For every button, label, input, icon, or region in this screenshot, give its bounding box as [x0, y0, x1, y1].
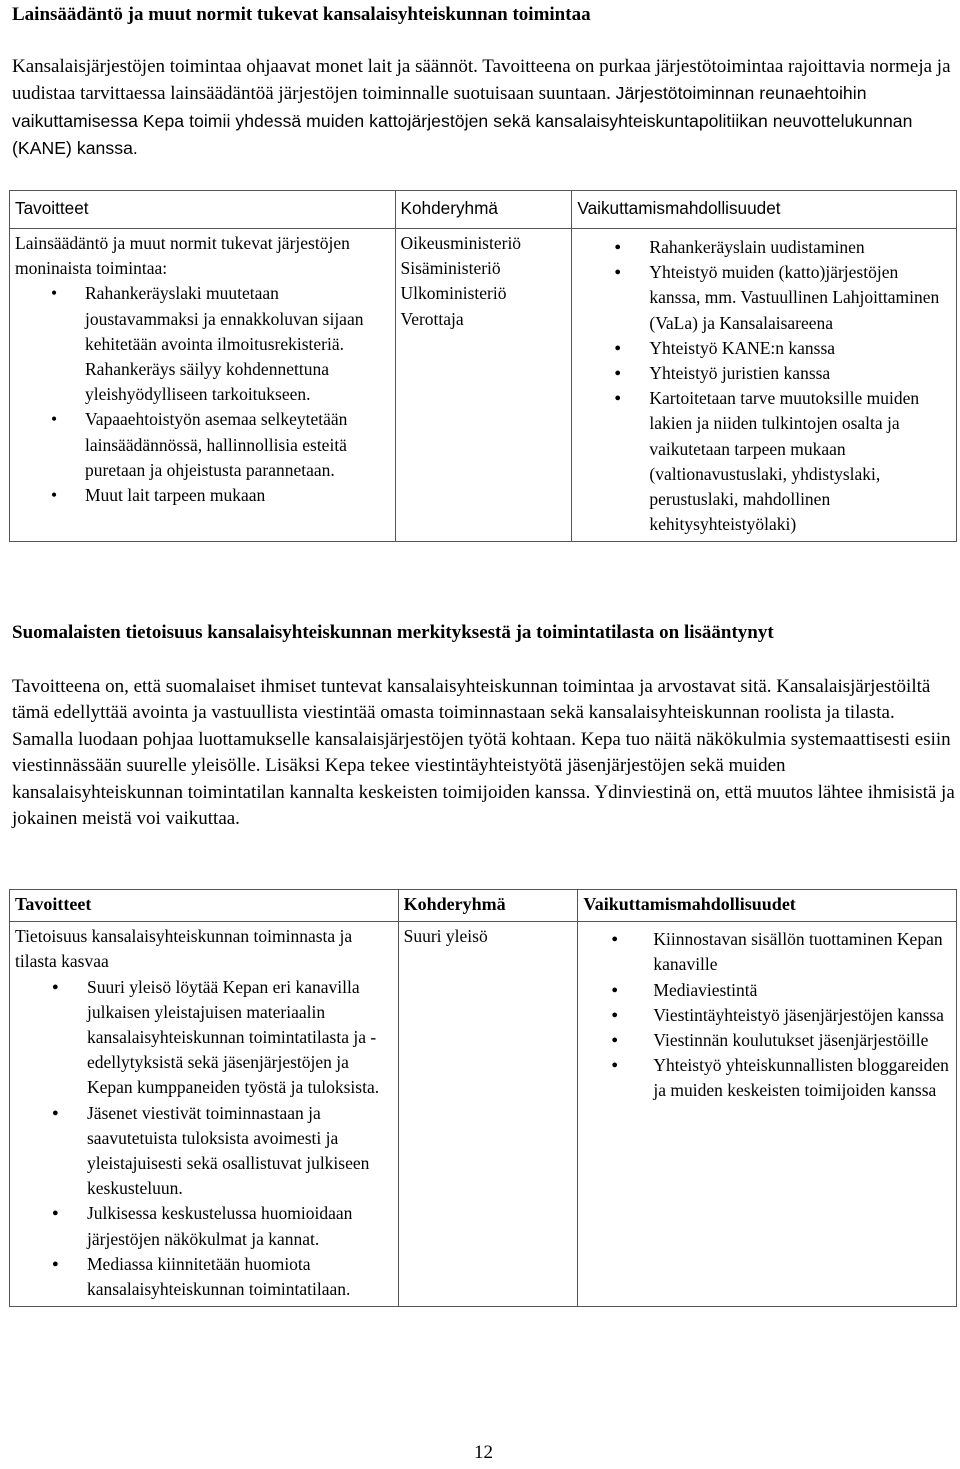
list-item: ● Viestinnän koulutukset jäsenjärjestöille	[583, 1028, 951, 1053]
goals-intro: Tietoisuus kansalaisyhteiskunnan toiminnasta ja tilasta kasvaa	[15, 926, 353, 972]
list-item: ● Jäsenet viestivät toiminnastaan ja saavutetuista tuloksista avoimesti ja yleistajuisesti sekä osallistuvat julkiseen keskusteluun.	[15, 1101, 393, 1202]
opportunities-list	[583, 927, 951, 1103]
intro-paragraph-part-b: Järjestötoiminnan reunaehtoihin vaikuttamisessa Kepa toimii yhdessä muiden kattojärjestöjen sekä kansalaisyhteiskuntapolitiikan neuvottelukunnan (KANE) kanssa.	[12, 83, 913, 159]
list-item: • Vapaaehtoistyön asemaa selkeytetään lainsäädännössä, hallinnollisia esteitä puretaan ja ohjeistusta parannetaan.	[15, 407, 390, 483]
legislation-goals-table	[9, 190, 957, 542]
list-item: ● Viestintäyhteistyö jäsenjärjestöjen kanssa	[583, 1003, 951, 1028]
list-item: ● Rahankeräyslain uudistaminen	[577, 235, 951, 260]
section-intro-awareness: Tavoitteena on, että suomalaiset ihmiset tuntevat kansalaisyhteiskunnan toimintaa ja arvostavat sitä. Kansalaisjärjestöiltä tämä edellyttää avointa ja vastuullista viestintää omasta toiminnastaan sekä kansalaisyhteiskunnan roolista ja tilasta. Samalla luodaan pohjaa luottamukselle kansalaisjärjestöjen työtä kohtaan. Kepa tuo näitä näkökulmia systemaattisesti esiin viestinnässään suurelle yleisölle. Lisäksi Kepa tekee viestintäyhteistyötä jäsenjärjestöjen sekä muiden kansalaisyhteiskunnan toimintatilan kannalta keskeisten toimijoiden kanssa. Ydinviestinä on, että muutos lähtee ihmisistä ja jokainen meistä voi vaikuttaa.	[12, 676, 955, 830]
header-target-group: Kohderyhmä	[398, 890, 578, 922]
header-target-group: Kohderyhmä	[395, 191, 572, 229]
target-group: Verottaja	[400, 308, 464, 329]
list-item: ● Yhteistyö yhteiskunnallisten bloggareiden ja muiden keskeisten toimijoiden kanssa	[583, 1053, 951, 1103]
table-row	[10, 229, 957, 542]
goals-intro: Lainsäädäntö ja muut normit tukevat järjestöjen moninaista toimintaa:	[15, 233, 350, 279]
goals-cell	[10, 922, 399, 1307]
goals-list	[15, 975, 393, 1303]
list-item: ● Kiinnostavan sisällön tuottaminen Kepan kanaville	[583, 927, 951, 977]
intro-paragraph-part-a: Kansalaisjärjestöjen toimintaa ohjaavat monet lait ja säännöt. Tavoitteena on purkaa järjestötoimintaa rajoittavia normeja ja uudistaa tarvittaessa lainsäädäntöä järjestöjen toiminnalle suotuisaan suuntaan.	[12, 56, 951, 105]
section-heading-legislation: Lainsäädäntö ja muut normit tukevat kansalaisyhteiskunnan toimintaa	[12, 4, 591, 25]
goals-list	[15, 281, 390, 508]
list-item: • Rahankeräyslaki muutetaan joustavammaksi ja ennakkoluvan sijaan kehitetään avointa ilmoitusrekisteriä. Rahankeräys säilyy kohdennettuna yleishyödylliseen tarkoitukseen.	[15, 281, 390, 407]
target-group: Sisäministeriö	[400, 258, 501, 279]
target-group-cell	[395, 229, 572, 542]
target-group: Oikeusministeriö	[400, 233, 522, 253]
list-item: ● Yhteistyö KANE:n kanssa	[577, 336, 951, 361]
table-header-row	[10, 890, 957, 922]
list-item: ● Yhteistyö muiden (katto)järjestöjen kanssa, mm. Vastuullinen Lahjoittaminen (VaLa) ja Kansalaisareena	[577, 260, 951, 336]
list-item: • Muut lait tarpeen mukaan	[15, 483, 390, 508]
section-intro-legislation	[12, 54, 957, 163]
section-heading-awareness: Suomalaisten tietoisuus kansalaisyhteiskunnan merkityksestä ja toimintatilasta on lisääntynyt	[12, 622, 774, 643]
list-item: ● Mediassa kiinnitetään huomiota kansalaisyhteiskunnan toimintatilaan.	[15, 1252, 393, 1302]
list-item: ● Julkisessa keskustelussa huomioidaan järjestöjen näkökulmat ja kannat.	[15, 1201, 393, 1251]
opportunities-cell	[578, 922, 957, 1307]
target-group: Ulkoministeriö	[400, 283, 507, 304]
list-item: ● Yhteistyö juristien kanssa	[577, 361, 951, 386]
header-opportunities: Vaikuttamismahdollisuudet	[572, 191, 957, 229]
opportunities-cell	[572, 229, 957, 542]
awareness-goals-table	[9, 889, 957, 1307]
table-row	[10, 922, 957, 1307]
table-header-row	[10, 191, 957, 229]
list-item: ● Mediaviestintä	[583, 978, 951, 1003]
goals-cell	[10, 229, 396, 542]
opportunities-list	[577, 235, 951, 537]
list-item: ● Suuri yleisö löytää Kepan eri kanavilla julkaisen yleistajuisen materiaalin kansalaisyhteiskunnan toimintatilasta ja -edellytyksistä sekä jäsenjärjestöjen ja Kepan kumppaneiden työstä ja tuloksista.	[15, 975, 393, 1101]
header-goals: Tavoitteet	[10, 191, 396, 229]
header-goals: Tavoitteet	[10, 890, 399, 922]
list-item: ● Kartoitetaan tarve muutoksille muiden lakien ja niiden tulkintojen osalta ja vaikutetaan tarpeen mukaan (valtionavustuslaki, yhdistyslaki, perustuslaki, mahdollinen kehitysyhteistyölaki)	[577, 386, 951, 537]
target-group: Suuri yleisö	[403, 926, 488, 947]
page-number: 12	[474, 1442, 493, 1463]
target-group-cell	[398, 922, 578, 1307]
header-opportunities: Vaikuttamismahdollisuudet	[578, 890, 957, 922]
